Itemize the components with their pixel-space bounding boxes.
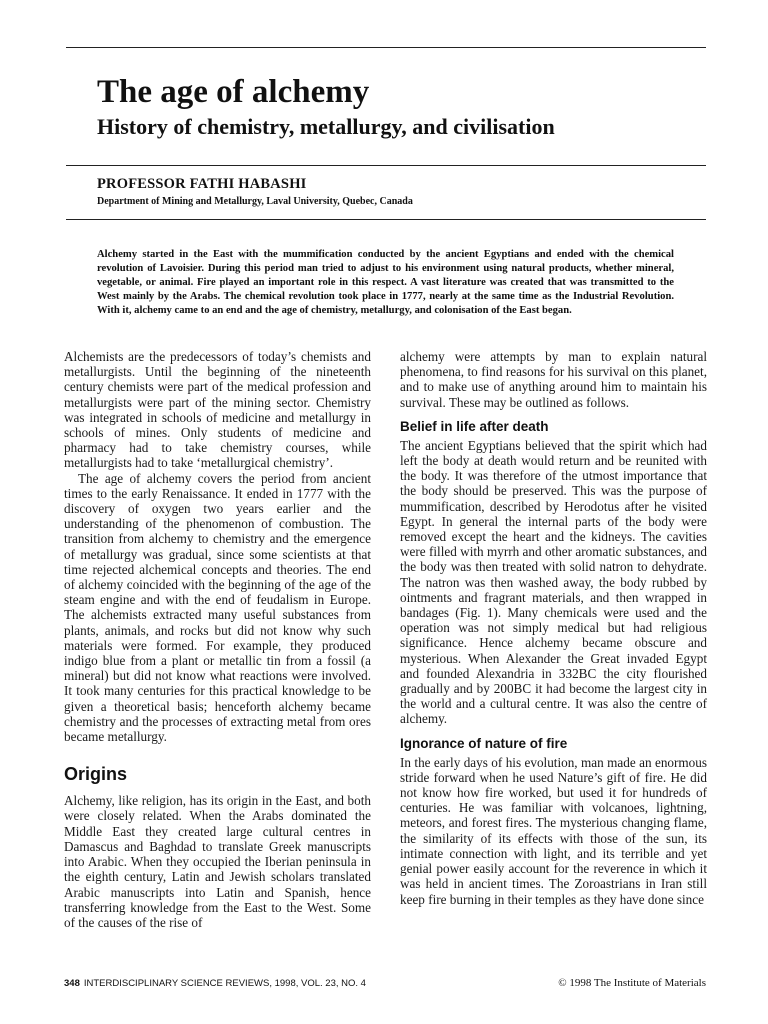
paragraph: In the early days of his evolution, man made an enormous stride forward when he used Nature’s gift of fire. He did not know how fire worked, but used it for hundreds of centuries. He was familiar with volcanoes, lightning, meteors, and forest fires. The mysterious changing flame, the similarity of its effects with those of the sun, its intimate connection with light, and its terrible and yet genial power easily account for the reverence in which it was held in ancient times. The Zoroastrians in Iran still keep fire burning in their temples as they have done since bbox=[400, 754, 707, 907]
paragraph: The ancient Egyptians believed that the spirit which had left the body at death would return and be reunited with the body. It was therefore of the utmost importance that the body should be preserved. This was the purpose of mummification, described by Herodotus after he visited Egypt. In general the internal parts of the body were removed except the heart and the kidneys. The cavities were filled with myrrh and other aromatic substances, and the body was then treated with solid natron to dehydrate. The natron was then washed away, the body rubbed by ointments and fragrant materials, and then wrapped in bandages (Fig. 1). Many chemicals were used and the operation was not simply medical but had religious significance. Hence alchemy became obscure and mysterious. When Alexander the Great invaded Egypt and founded Alexandria in 332BC the city flourished gradually and by 200BC it had become the largest city in the world and a cultural centre. It was also the centre of alchemy. bbox=[400, 437, 707, 727]
section-heading-origins: Origins bbox=[64, 764, 128, 785]
section-heading-belief: Belief in life after death bbox=[400, 418, 549, 434]
top-rule bbox=[66, 47, 706, 48]
paragraph: Alchemy, like religion, has its origin in the East, and both were closely related. When the Arabs dominated the Middle East they created large cultural centres in Damascus and Baghdad to translate Greek manuscripts into Arabic. When they occupied the Iberian peninsula in the eighth century, Latin and Jewish scholars translated Arabic manuscripts into Latin and Spanish, hence transferring knowledge from the East to the West. Some of the causes of the rise of bbox=[64, 793, 371, 930]
author-affiliation: Department of Mining and Metallurgy, Laval University, Quebec, Canada bbox=[97, 196, 413, 207]
title-divider bbox=[66, 165, 706, 166]
paragraph: alchemy were attempts by man to explain natural phenomena, to find reasons for his survival on this planet, and to make use of anything around him to maintain his survival. These may be outlined as follows. bbox=[400, 349, 707, 410]
journal-citation: INTERDISCIPLINARY SCIENCE REVIEWS, 1998, VOL. 23, NO. 4 bbox=[83, 978, 366, 989]
article-title: The age of alchemy bbox=[97, 74, 370, 110]
copyright-notice: © 1998 The Institute of Materials bbox=[558, 977, 706, 989]
author-name: PROFESSOR FATHI HABASHI bbox=[97, 176, 307, 192]
article-subtitle: History of chemistry, metallurgy, and civilisation bbox=[97, 114, 555, 139]
page-footer bbox=[64, 978, 366, 989]
right-column bbox=[400, 349, 707, 907]
abstract: Alchemy started in the East with the mummification conducted by the ancient Egyptians and ended with the chemical revolution of Lavoisier. During this period man tried to adjust to his environment using natural products, whether mineral, vegetable, or animal. Fire played an important role in this respect. A vast literature was created that was transmitted to the West mainly by the Arabs. The chemical revolution took place in 1777, nearly at the same time as the Industrial Revolution. With it, alchemy came to an end and the age of chemistry, metallurgy, and colonisation of the East began. bbox=[97, 249, 674, 317]
page-number: 348 bbox=[64, 978, 80, 989]
paragraph: The age of alchemy covers the period from ancient times to the early Renaissance. It ended in 1777 with the discovery of oxygen two years earlier and the understanding of the phenomenon of combustion. The transition from alchemy to chemistry and the emergence of metallurgy was gradual, since some scientists at that time rejected alchemical concepts and theories. The end of alchemy coincided with the beginning of the age of the steam engine and with the end of feudalism in Europe. The alchemists extracted many useful substances from plants, animals, and rocks but did not know why such materials were formed. For example, they produced indigo blue from a plant or metallic tin from a fossil (a mineral) but did not know what reactions were involved. It took many centuries for this practical knowledge to be given a theoretical basis; henceforth alchemy became chemistry and the processes of extracting metal from ores became metallurgy. bbox=[64, 470, 371, 745]
paragraph: Alchemists are the predecessors of today’s chemists and metallurgists. Until the beginning of the nineteenth century chemists were part of the medical profession and metallurgists were part of the mining sector. Chemistry was integrated in schools of medicine and metallurgy in schools of mines. Only students of medicine and pharmacy had to take chemistry courses, while metallurgists had to take ‘metallurgical chemistry’. bbox=[64, 349, 371, 471]
left-column bbox=[64, 349, 371, 930]
header-divider bbox=[66, 219, 706, 220]
section-heading-fire: Ignorance of nature of fire bbox=[400, 735, 568, 751]
